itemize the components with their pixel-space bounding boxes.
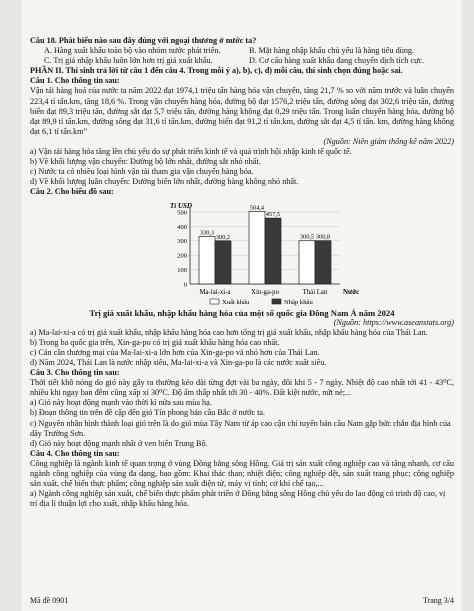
q3-statement-a: a) Gió này hoạt động mạnh vào thời kì nửa sau mùa hạ. bbox=[30, 398, 212, 408]
q4-statement-a: a) Ngành công nghiệp sản xuất, chế biến thực phẩm phát triển ở Đồng bằng sông Hồng chủ yếu do lao động có trình độ cao, vị trí địa lí thuận lợi cho xuất, nhập khẩu hàng hóa. bbox=[30, 489, 446, 509]
question-3-title: Câu 3. Cho thông tin sau: bbox=[30, 368, 120, 378]
question-4-title: Câu 4. Cho thông tin sau: bbox=[30, 448, 120, 458]
bar-import bbox=[265, 218, 281, 284]
bar-export bbox=[199, 236, 215, 284]
legend-swatch-import bbox=[272, 299, 281, 304]
bar-value-label: 300,8 bbox=[315, 233, 331, 241]
bar-value-label: 457,5 bbox=[265, 210, 281, 218]
bar-value-label: 504,4 bbox=[249, 203, 265, 211]
q3-statement-b: b) Đoạn thông tin trên đề cập đến gió Tín phong bán cầu Bắc ở nước ta. bbox=[30, 408, 266, 418]
question-4-text: Công nghiệp là ngành kinh tế quan trọng ở vùng Đồng bằng sông Hồng. Giá trị sản xuất công nghiệp cao và tăng nhanh, cơ cấu ngành công nghiệp của vùng đa dạng, bao gồm: Khai thác than; nhiệt điện; công nghiệp dệt, sản xuất trang phục; công nghiệp sản xuất, chế biến thực phẩm; công nghiệp sản xuất điện tử, máy vi tính; cơ khí chế tạo,... bbox=[30, 458, 454, 489]
q1-statement-b: b) Về khối lượng vận chuyển: Đường bộ lớn nhất, đường sắt nhỏ nhất. bbox=[30, 157, 261, 167]
question-2-title: Câu 2. Cho biểu đồ sau: bbox=[30, 187, 114, 197]
bar-value-label: 300,5 bbox=[299, 233, 315, 241]
bar-export bbox=[249, 211, 265, 284]
question-3-text: Thời tiết khô nóng do gió này gây ra thường kéo dài từng đợt vài ba ngày, đôi khi 5 - 7 ngày. Nhiệt độ cao nhất tới 41 - 43⁰C, nhiều khi ngay ban đêm cũng xấp xỉ 30⁰C. Độ ẩm thấp nhất tới 30 - 40%. Đất kiệt nước, nứt nẻ;... bbox=[30, 378, 454, 398]
bar-import bbox=[215, 240, 231, 283]
y-tick-label: 200 bbox=[177, 252, 187, 260]
legend-swatch-export bbox=[210, 299, 219, 304]
q18-option-c: C. Trị giá nhập khẩu luôn lớn hơn trị giá xuất khẩu. bbox=[44, 56, 213, 66]
page-content bbox=[30, 36, 454, 509]
q1-statement-c: c) Nước ta có nhiều loại hình vận tải tham gia vận chuyển hàng hóa. bbox=[30, 167, 254, 177]
exam-code: Mã đề 0901 bbox=[30, 596, 69, 605]
x-tick-label: Thái Lan bbox=[302, 288, 328, 296]
y-tick-label: 0 bbox=[183, 280, 187, 288]
legend-label: Xuất khẩu bbox=[222, 298, 250, 306]
trade-bar-chart bbox=[30, 200, 454, 308]
q18-option-b: B. Mặt hàng nhập khẩu chủ yếu là hàng tiêu dùng. bbox=[249, 46, 415, 56]
q18-options-row-2 bbox=[30, 56, 454, 66]
x-tick-label: Xin-ga-po bbox=[251, 288, 279, 296]
part-2-heading: PHẦN II. Thí sinh trả lời từ câu 1 đến câu 4. Trong mỗi ý a), b), c), d) mỗi câu, thí sinh chọn đúng hoặc sai. bbox=[30, 66, 403, 76]
q18-option-a: A. Hàng xuất khẩu toàn bộ vào nhóm nước phát triển. bbox=[44, 46, 221, 56]
y-tick-label: 400 bbox=[177, 223, 187, 231]
q3-statement-c: c) Nguyên nhân hình thành loại gió trên là do gió mùa Tây Nam từ áp cao cận chí tuyến bán cầu Nam gặp bức chắn địa hình của dãy Trường Sơn. bbox=[30, 418, 451, 438]
legend-label: Nhập khẩu bbox=[284, 298, 313, 306]
y-tick-label: 300 bbox=[177, 237, 187, 245]
chart-caption: Trị giá xuất khẩu, nhập khẩu hàng hóa của một số quốc gia Đông Nam Á năm 2024 bbox=[89, 307, 395, 318]
q2-statement-b: b) Trong ba quốc gia trên, Xin-ga-po có trị giá xuất khẩu hàng hóa cao nhất. bbox=[30, 337, 280, 347]
q1-statement-a: a) Vận tải hàng hóa tăng lên chủ yếu do sự phát triển kinh tế và quá trình hội nhập kinh tế quốc tế. bbox=[30, 147, 352, 157]
chart-source: (Nguồn: https://www.aseanstats.org) bbox=[333, 317, 454, 327]
y-axis-label: Tỉ USD bbox=[170, 201, 192, 210]
q2-statement-a: a) Ma-lai-xi-a có trị giá xuất khẩu, nhập khẩu hàng hóa cao hơn tổng trị giá xuất khẩu, nhập khẩu hàng hóa của Thái Lan. bbox=[30, 327, 428, 337]
question-1-text: Vận tải hàng hoá của nước ta năm 2022 đạt 1974,1 triệu tấn hàng hóa vận chuyển, tăng 21,7 % so với năm trước và luân chuyển 223,4 tỉ tấn.km, tăng 18,6 %. Trong vận chuyển hàng hóa, đường bộ đạt 1576,2 triệu tấn, đường sông đạt 302,6 triệu tấn, đường biển đạt 89,3 triệu tấn, đường sắt đạt 5,7 triệu tấn, đường hàng không đạt 0,29 triệu tấn. Trong luân chuyển hàng hóa, đường bộ đạt 89,9 tỉ tấn.km, đường sông đạt 31,6 tỉ tấn.km, đường biển đạt 91,2 tỉ tấn.km, đường sắt đạt 4,5 tỉ tấn. km, đường hàng không đạt 6,1 tỉ tấn.km” bbox=[30, 86, 454, 136]
q18-option-d: D. Cơ cấu hàng xuất khẩu đang chuyển dịch tích cực. bbox=[249, 56, 425, 66]
q18-options-row-1 bbox=[30, 46, 454, 56]
bar-import bbox=[315, 240, 331, 283]
y-tick-label: 500 bbox=[177, 208, 187, 216]
q2-statement-d: d) Năm 2024, Thái Lan là nước nhập siêu, Ma-lai-xi-a và Xin-ga-po là các nước xuất siêu. bbox=[30, 357, 327, 367]
bar-export bbox=[299, 240, 315, 283]
question-1-source: (Nguồn: Niên giám thống kê năm 2022) bbox=[323, 136, 454, 146]
trade-chart bbox=[30, 200, 454, 308]
question-18-title: Câu 18. Phát biểu nào sau đây đúng với ngoại thương ở nước ta? bbox=[30, 36, 257, 45]
x-tick-label: Ma-lai-xi-a bbox=[199, 288, 231, 296]
q1-statement-d: d) Về khối lượng luân chuyển: Đường biển lớn nhất, đường hàng không nhỏ nhất. bbox=[30, 177, 299, 187]
y-tick-label: 100 bbox=[177, 266, 187, 274]
bar-value-label: 300,2 bbox=[215, 233, 231, 241]
page-number: Trang 3/4 bbox=[422, 596, 454, 605]
bar-value-label: 330,3 bbox=[199, 228, 215, 236]
question-1-title: Câu 1. Cho thông tin sau: bbox=[30, 76, 120, 86]
exam-page bbox=[22, 0, 462, 611]
page-footer bbox=[30, 596, 454, 605]
x-axis-label: Nước bbox=[343, 287, 360, 296]
q3-statement-d: d) Gió này hoạt động mạnh nhất ở ven biển Trung Bộ. bbox=[30, 438, 208, 448]
q2-statement-c: c) Cán cân thương mại của Ma-lai-xi-a lớn hơn của Xin-ga-po và nhỏ hơn của Thái Lan. bbox=[30, 347, 320, 357]
